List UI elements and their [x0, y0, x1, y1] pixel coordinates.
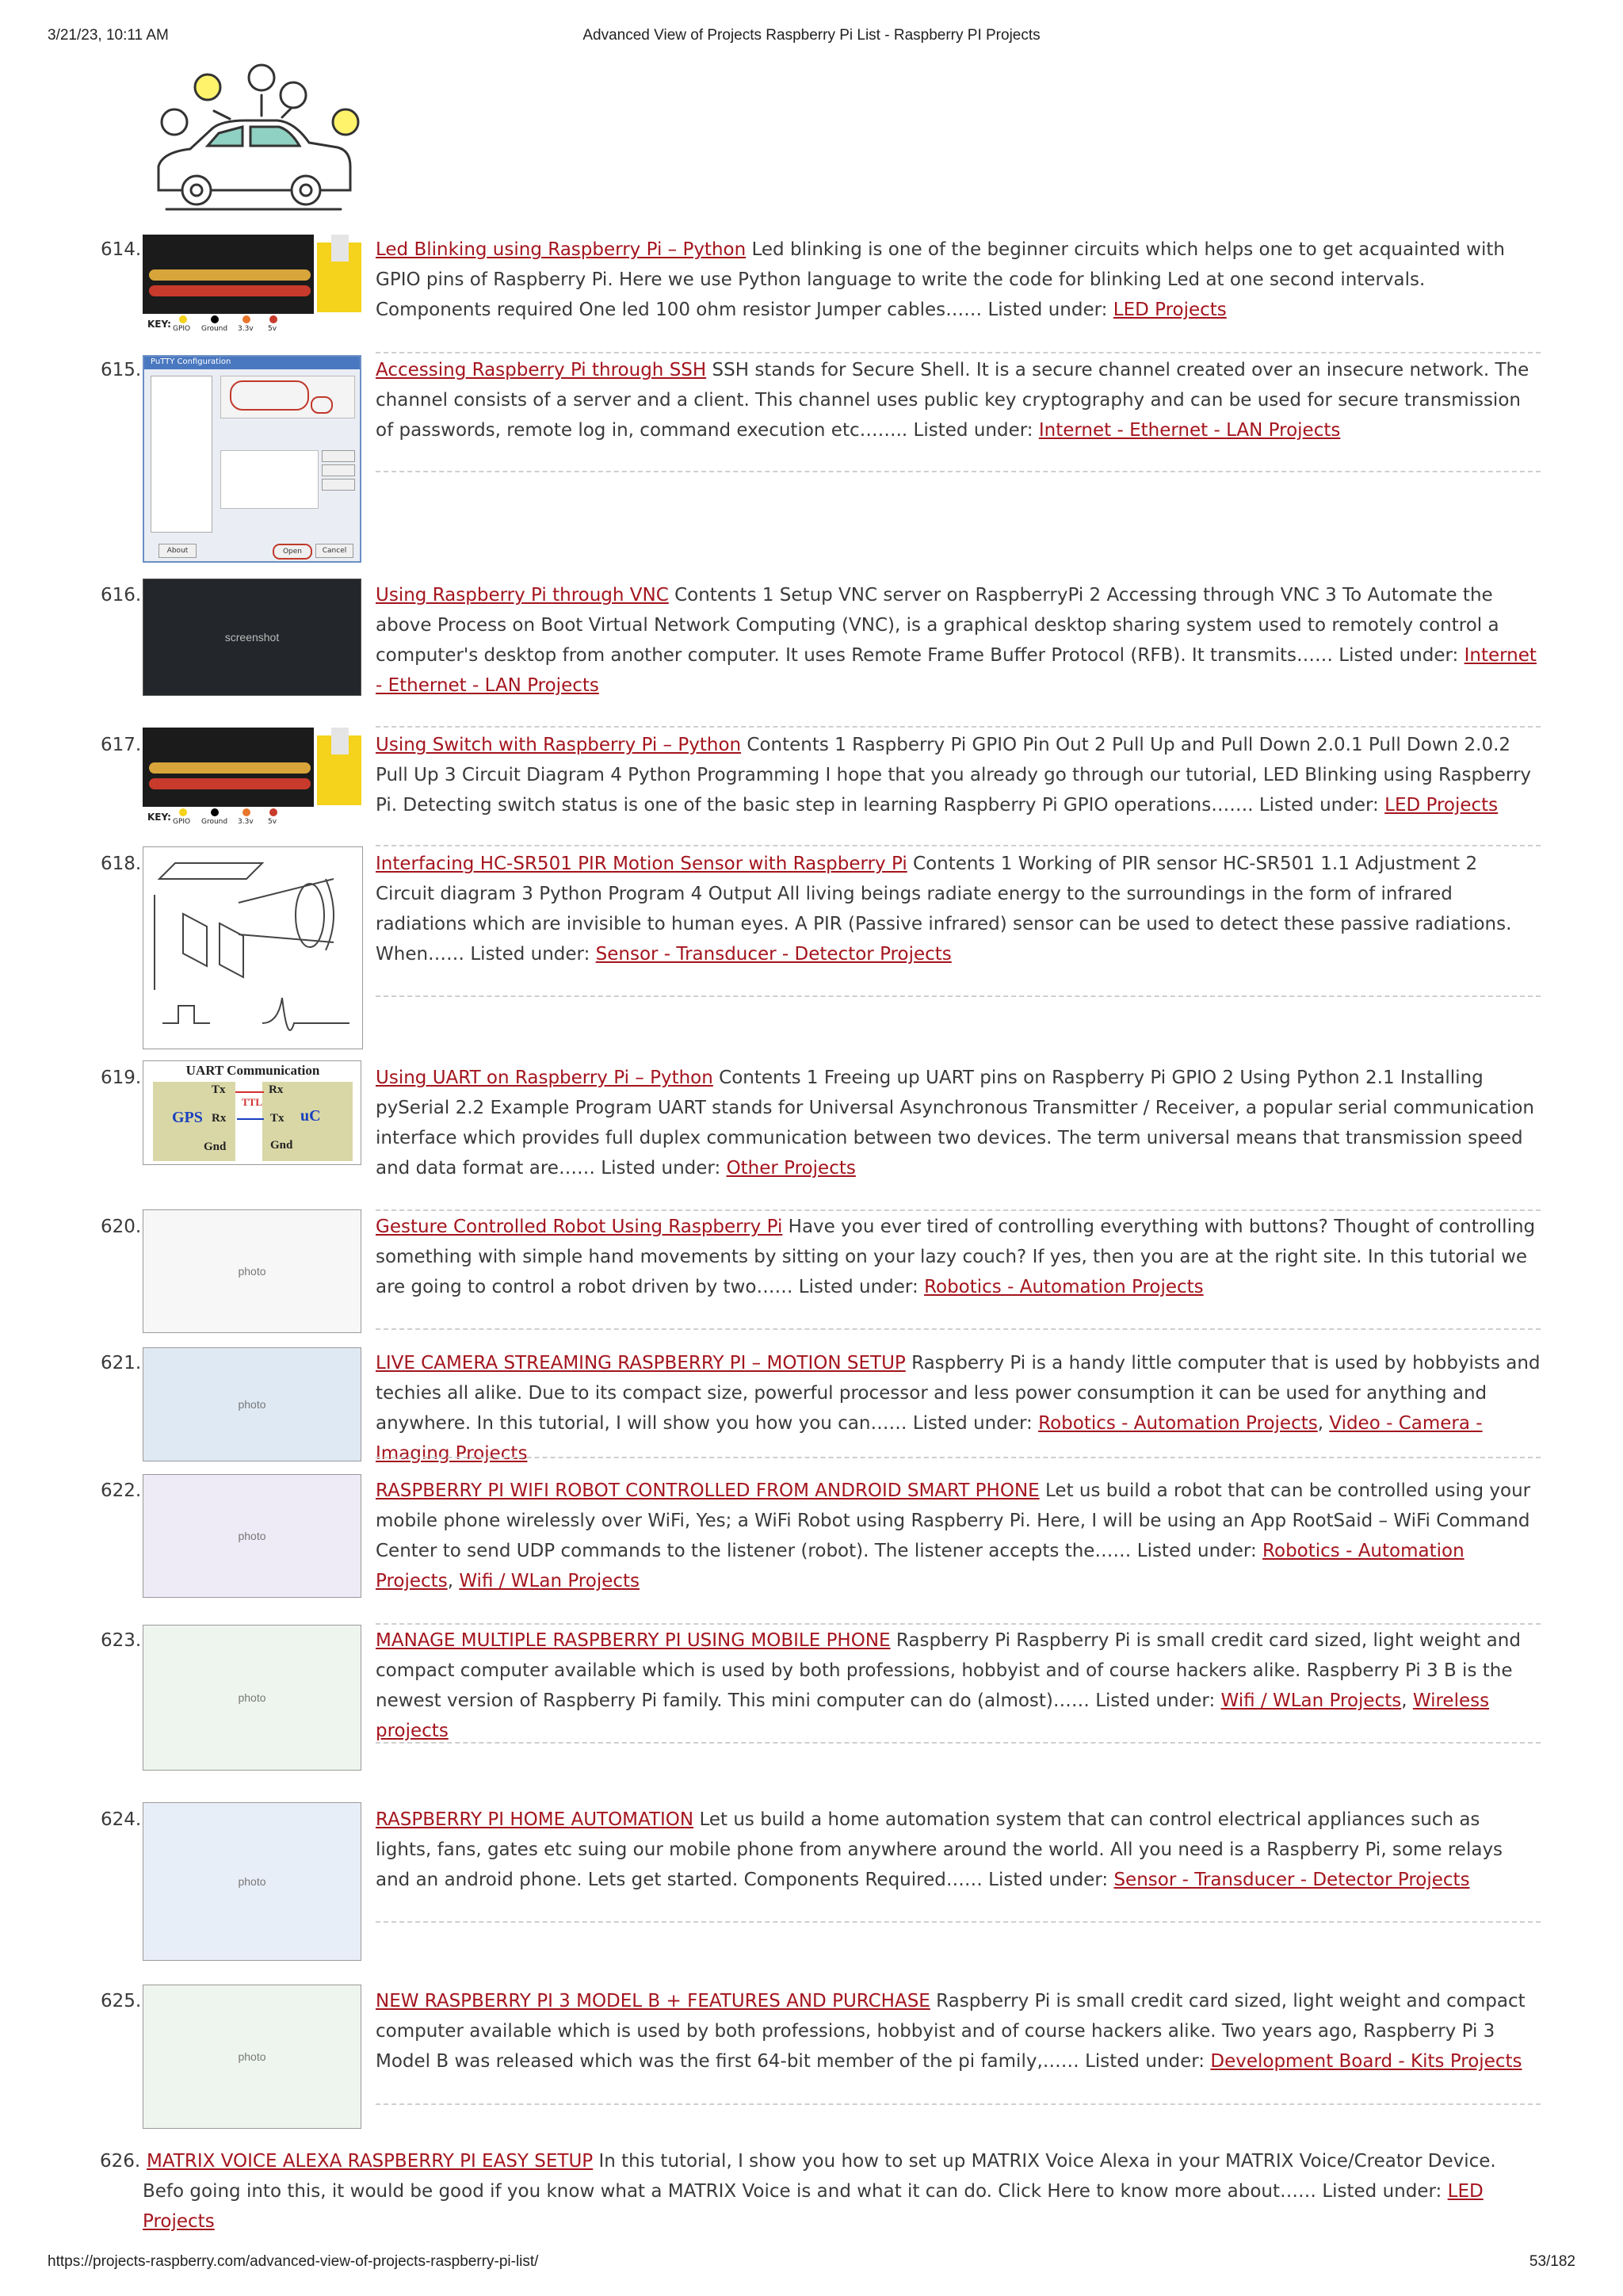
entry-number: 624.	[101, 1809, 142, 1830]
entry-summary: Contents 1 Raspberry Pi GPIO Pin Out 2 Pull Up and Pull Down 2.0.1 Pull Down 2.0.2 Pull Up 3 Circuit Diagram 4 Python Programming I hope that you already go through our tutorial, LED Blinking using Raspberry Pi. Detecting switch status is one of the basic step in learning Raspberry Pi GPIO operations…….	[376, 735, 1532, 816]
vnc-thumbnail	[143, 579, 361, 696]
entry-text	[376, 1063, 1541, 1183]
entry-text	[376, 235, 1541, 325]
gpio-legend-3v3: 3.3v	[238, 818, 254, 826]
uart-gps-label: GPS	[172, 1109, 203, 1126]
print-page-title: Advanced View of Projects Raspberry Pi List - Raspberry PI Projects	[582, 27, 1041, 44]
entry-summary: Raspberry Pi Raspberry Pi is small credit card sized, light weight and compact computer available which is used by both professions, hobbyist and of course hackers alike. Raspberry Pi 3 B is the newest version of Raspberry Pi family. This mini computer can do (almost)……	[376, 1630, 1521, 1711]
entry-summary: Contents 1 Working of PIR sensor HC-SR501 1.1 Adjustment 2 Circuit diagram 3 Python Program 4 Output All living beings radiate energy to the surroundings in the form of infrared radiations which are invisible to human eyes. A PIR (Passive infrared) sensor can be used to detect these passive radiations. When……	[376, 854, 1512, 965]
entry-title-link[interactable]: NEW RASPBERRY PI 3 MODEL B + FEATURES AND PURCHASE	[376, 1991, 930, 2011]
category-link[interactable]: Internet - Ethernet - LAN Projects	[1038, 420, 1341, 441]
uart-uc-rx: Rx	[269, 1083, 284, 1096]
entry-title-link[interactable]: Using Switch with Raspberry Pi – Python	[376, 735, 742, 755]
divider	[376, 845, 1541, 846]
category-link[interactable]: Sensor - Transducer - Detector Projects	[595, 944, 952, 965]
category-link[interactable]: Development Board - Kits Projects	[1210, 2051, 1522, 2072]
entry-number: 626.	[100, 2151, 141, 2172]
uart-uc-tx: Tx	[270, 1112, 285, 1125]
putty-window-title: PuTTY Configuration	[151, 357, 231, 366]
category-link[interactable]: Other Projects	[726, 1158, 856, 1179]
entry-number: 623.	[101, 1630, 142, 1651]
switch-gpio-thumbnail	[143, 728, 361, 829]
listed-under-label: Listed under:	[988, 1870, 1109, 1890]
gpio-key-label: KEY:	[147, 319, 171, 330]
entry-title-link[interactable]: Using UART on Raspberry Pi – Python	[376, 1068, 713, 1088]
uart-title: UART Communication	[185, 1063, 320, 1078]
entry-text	[376, 849, 1541, 969]
divider	[376, 2103, 1541, 2105]
listed-under-label: Listed under:	[470, 944, 590, 965]
entry-title-link[interactable]: Using Raspberry Pi through VNC	[376, 585, 669, 606]
entry-text	[376, 1212, 1541, 1302]
entry-text	[376, 580, 1541, 701]
uart-gps-rx: Rx	[212, 1112, 227, 1125]
gpio-key-label: KEY:	[147, 812, 171, 823]
gpio-legend-ground: Ground	[201, 818, 228, 826]
entry-number: 620.	[101, 1217, 142, 1237]
image-placeholder-label: screenshot	[224, 631, 280, 644]
image-placeholder-label: photo	[238, 1530, 266, 1542]
category-link[interactable]: Robotics - Automation Projects	[924, 1277, 1204, 1297]
entry-title-link[interactable]: RASPBERRY PI WIFI ROBOT CONTROLLED FROM ANDROID SMART PHONE	[376, 1480, 1040, 1501]
entry-title-link[interactable]: RASPBERRY PI HOME AUTOMATION	[376, 1809, 694, 1830]
uart-ttl-label: TTL	[242, 1096, 263, 1108]
uart-uc-gnd: Gnd	[270, 1139, 293, 1152]
listed-under-label: Listed under:	[987, 300, 1108, 320]
listed-under-label: Listed under:	[1322, 2181, 1442, 2202]
gpio-legend-3v3: 3.3v	[238, 325, 254, 333]
image-placeholder-label: photo	[238, 2050, 266, 2063]
listed-under-label: Listed under:	[1338, 645, 1459, 666]
connected-car-icon	[143, 63, 361, 214]
gpio-legend-5v: 5v	[268, 818, 277, 826]
raspberry-pi-board-photo	[143, 1625, 361, 1771]
putty-ssh-thumbnail	[143, 355, 361, 563]
entry-number: 622.	[101, 1480, 142, 1501]
pir-sensor-diagram	[143, 846, 363, 1049]
entry-number: 616.	[101, 585, 142, 606]
entry-number: 621.	[101, 1353, 142, 1373]
entry-text	[376, 730, 1541, 820]
category-link[interactable]: LED Projects	[143, 2181, 1484, 2232]
putty-open-button: Open	[273, 544, 312, 560]
image-placeholder-label: photo	[238, 1398, 266, 1411]
listed-under-label: Listed under:	[1258, 795, 1379, 816]
entry-title-link[interactable]: Led Blinking using Raspberry Pi – Python	[376, 239, 747, 260]
uart-diagram	[143, 1060, 361, 1165]
listed-under-label: Listed under:	[912, 1413, 1033, 1434]
listed-under-label: Listed under:	[1136, 1541, 1257, 1561]
gpio-legend-5v: 5v	[268, 325, 277, 333]
listed-under-label: Listed under:	[1095, 1690, 1216, 1711]
category-link[interactable]: Wifi / WLan Projects	[459, 1571, 640, 1591]
divider	[376, 471, 1541, 472]
entry-title-link[interactable]: LIVE CAMERA STREAMING RASPBERRY PI – MOTION SETUP	[376, 1353, 906, 1373]
entry-number: 615.	[101, 360, 142, 380]
entry-title-link[interactable]: Gesture Controlled Robot Using Raspberry Pi	[376, 1217, 783, 1237]
divider	[376, 352, 1541, 353]
putty-about-button: About	[158, 544, 197, 558]
entry-summary: SSH stands for Secure Shell. It is a secure channel created over an insecure network. The channel consists of a server and a client. This channel uses public key cryptography and can be used for secure transmission of passwords, remote log in, command execution etc……..	[376, 360, 1529, 441]
category-link[interactable]: Robotics - Automation Projects	[1038, 1413, 1318, 1434]
drone-camera-photo	[143, 1347, 361, 1461]
entry-summary: Raspberry Pi is small credit card sized, light weight and compact computer available which is used by both professions, hobbyist and of course hackers alike. Two years ago, Raspberry Pi 3 Model B was released which was the first 64-bit member of the pi family,……	[376, 1991, 1526, 2072]
entry-summary: Contents 1 Freeing up UART pins on Raspberry Pi GPIO 2 Using Python 2.1 Installing pySerial 2.2 Example Program UART stands for Universal Asynchronous Transmitter / Receiver, a popular serial communication interface which provides full duplex communication between two devices. The term universal means that transmission speed and data format are……	[376, 1068, 1535, 1179]
entry-number: 617.	[101, 735, 142, 755]
image-placeholder-label: photo	[238, 1265, 266, 1278]
listed-under-label: Listed under:	[913, 420, 1033, 441]
divider	[376, 726, 1541, 728]
entry-text: MANAGE MULTIPLE RASPBERRY PI USING MOBILE PHONE Raspberry Pi Raspberry Pi is small credit card sized, light weight and compact computer available which is used by both professions, hobbyist and of course hackers alike. Raspberry Pi 3 B is the newest version of Raspberry Pi family. This mini computer can do (almost)…… Listed under: Wifi / WLan Projects, Wireless projects	[376, 1630, 1521, 1741]
gpio-legend-gpio: GPIO	[173, 818, 191, 826]
print-datetime: 3/21/23, 10:11 AM	[48, 27, 169, 44]
image-placeholder-label: photo	[238, 1875, 266, 1888]
gesture-robot-photo	[143, 1209, 361, 1333]
entry-text: LIVE CAMERA STREAMING RASPBERRY PI – MOTION SETUP Raspberry Pi is a handy little computer that is used by hobbyists and techies all alike. Due to its compact size, powerful processor and less power consumption it can be used for anything and anywhere. In this tutorial, I will show you how you can…… Listed under: Robotics - Automation Projects, Video - Camera - Imaging Projects	[376, 1353, 1541, 1464]
listed-under-label: Listed under:	[601, 1158, 721, 1179]
relay-photo	[143, 1802, 361, 1961]
entry-title-link[interactable]: MATRIX VOICE ALEXA RASPBERRY PI EASY SETUP	[147, 2151, 594, 2172]
uart-gps-tx: Tx	[212, 1083, 226, 1096]
entry-text: RASPBERRY PI WIFI ROBOT CONTROLLED FROM ANDROID SMART PHONE Let us build a robot that can be controlled using your mobile phone wirelessly over WiFi, Yes; a WiFi Robot using Raspberry Pi. Here, I will be using an App RootSaid – WiFi Command Center to send UDP commands to the listener (robot). The listener accepts the…… Listed under: Robotics - Automation Projects, Wifi / WLan Projects	[376, 1480, 1531, 1591]
entry-summary: Let us build a robot that can be controlled using your mobile phone wirelessly over WiFi, Yes; a WiFi Robot using Raspberry Pi. Here, I will be using an App RootSaid – WiFi Command Center to send UDP commands to the listener (robot). The listener accepts the……	[376, 1480, 1531, 1561]
entry-title-link[interactable]: Interfacing HC-SR501 PIR Motion Sensor with Raspberry Pi	[376, 854, 907, 874]
entry-number: 619.	[101, 1068, 142, 1088]
category-link[interactable]: LED Projects	[1384, 795, 1499, 816]
category-link[interactable]: Sensor - Transducer - Detector Projects	[1113, 1870, 1470, 1890]
entry-summary: Contents 1 Setup VNC server on RaspberryPi 2 Accessing through VNC 3 To Automate the above Process on Boot Virtual Network Computing (VNC), is a graphical desktop sharing system used to remotely control a computer's desktop from another computer. It uses Remote Frame Buffer Protocol (RFB). It transmits……	[376, 585, 1499, 666]
category-link[interactable]: Wireless projects	[376, 1690, 1490, 1741]
print-page-number: 53/182	[1529, 2253, 1575, 2270]
category-link[interactable]: LED Projects	[1113, 300, 1227, 320]
uart-gps-gnd: Gnd	[204, 1140, 227, 1153]
image-placeholder-label: photo	[238, 1691, 266, 1704]
divider	[376, 1457, 1541, 1458]
entry-title-link[interactable]: Accessing Raspberry Pi through SSH	[376, 360, 707, 380]
divider	[376, 1921, 1541, 1923]
listed-under-label: Listed under:	[798, 1277, 918, 1297]
category-link[interactable]: Video - Camera - Imaging Projects	[376, 1413, 1483, 1464]
divider	[376, 995, 1541, 997]
entry-summary: In this tutorial, I show you how to set up MATRIX Voice Alexa in your MATRIX Voice/Creator Device. Befo going into this, it would be good if you know what a MATRIX Voice is and what it can do. Click Here to know more about……	[143, 2151, 1496, 2202]
entry-number: 625.	[101, 1991, 142, 2011]
divider	[376, 1209, 1541, 1211]
led-blinking-thumbnail	[143, 235, 361, 336]
print-url: https://projects-raspberry.com/advanced-view-of-projects-raspberry-pi-list/	[48, 2253, 539, 2270]
uart-uc-label: uC	[300, 1107, 321, 1125]
category-link[interactable]: Internet - Ethernet - LAN Projects	[376, 645, 1537, 696]
entry-text	[376, 1986, 1541, 2076]
entry-number: 618.	[101, 854, 142, 874]
raspberry-pi-3b-plus-photo	[143, 1985, 361, 2129]
entry-text	[376, 1805, 1541, 1895]
category-link[interactable]: Robotics - Automation Projects	[376, 1541, 1465, 1591]
listed-under-label: Listed under:	[1085, 2051, 1205, 2072]
category-link[interactable]: Wifi / WLan Projects	[1220, 1690, 1402, 1711]
gpio-legend-gpio: GPIO	[173, 325, 191, 333]
entry-title-link[interactable]: MANAGE MULTIPLE RASPBERRY PI USING MOBILE PHONE	[376, 1630, 891, 1651]
entry-summary: Raspberry Pi is a handy little computer that is used by hobbyists and techies all alike. Due to its compact size, powerful processor and less power consumption it can be used for anything and anywhere. In this tutorial, I will show you how you can……	[376, 1353, 1541, 1434]
divider	[376, 1623, 1541, 1625]
entry-text	[143, 2146, 1541, 2237]
entry-summary: Led blinking is one of the beginner circuits which helps one to get acquainted with GPIO pins of Raspberry Pi. Here we use Python language to write the code for blinking Led at one second intervals. Components required One led 100 ohm resistor Jumper cables……	[376, 239, 1505, 320]
putty-cancel-button: Cancel	[315, 544, 353, 558]
wifi-robot-photo	[143, 1474, 361, 1598]
gpio-legend-ground: Ground	[201, 325, 228, 333]
divider	[376, 1328, 1541, 1330]
entry-summary: Have you ever tired of controlling everything with buttons? Thought of controlling something with simple hand movements by sitting on your lazy couch? If yes, then you are at the right site. In this tutorial we are going to control a robot driven by two……	[376, 1217, 1536, 1297]
entry-text	[376, 355, 1541, 445]
entry-number: 614.	[101, 239, 142, 260]
entry-summary: Let us build a home automation system that can control electrical appliances such as lights, fans, gates etc suing our mobile phone from anywhere around the world. All you need is a Raspberry Pi, some relays and an android phone. Lets get started. Components Required……	[376, 1809, 1503, 1890]
divider	[376, 1742, 1541, 1744]
